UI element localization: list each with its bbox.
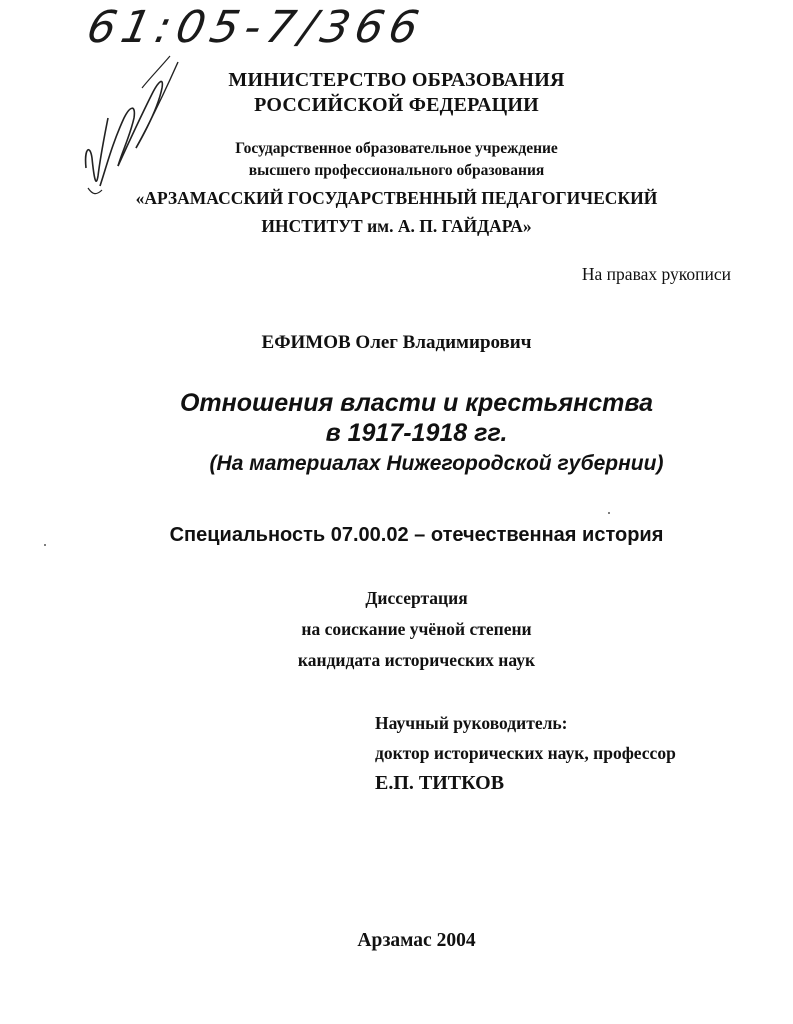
institution-name [0,184,793,240]
institution-type [0,138,793,182]
institution-line-2: высшего профессионального образования [248,162,545,179]
supervisor-block [375,708,676,798]
degree-line-2: на соискание учёной степени [301,619,532,639]
degree-line-1: Диссертация [365,588,468,608]
supervisor-label: Научный руководитель: [375,713,568,733]
archive-number: 61:05-7/366 [82,2,429,53]
degree-info [0,583,793,676]
title-line-1: Отношения власти и крестьянства [179,389,654,417]
degree-line-3: кандидата исторических наук [297,650,536,670]
institution-name-line-2: ИНСТИТУТ им. А. П. ГАЙДАРА» [261,216,532,236]
ministry-header [0,68,793,118]
scan-speck [44,544,46,546]
specialty: Специальность 07.00.02 – отечественная история [169,524,664,546]
supervisor-degree: доктор исторических наук, профессор [375,743,676,763]
title-line-2: в 1917-1918 гг. [325,419,508,447]
manuscript-rights-note: На правах рукописи [581,264,731,284]
institution-name-line-1: «АРЗАМАССКИЙ ГОСУДАРСТВЕННЫЙ ПЕДАГОГИЧЕСКИЙ [135,188,658,208]
scan-speck [608,512,610,514]
author-name: ЕФИМОВ Олег Владимирович [261,332,532,353]
supervisor-name: Е.П. ТИТКОВ [375,772,505,794]
ministry-line-2: РОССИЙСКОЙ ФЕДЕРАЦИИ [254,94,539,116]
dissertation-subtitle: (На материалах Нижегородской губернии) [209,452,664,475]
institution-line-1: Государственное образовательное учреждение [235,140,558,157]
city-year: Арзамас 2004 [357,930,476,951]
dissertation-title [0,388,793,448]
ministry-line-1: МИНИСТЕРСТВО ОБРАЗОВАНИЯ [228,69,565,91]
